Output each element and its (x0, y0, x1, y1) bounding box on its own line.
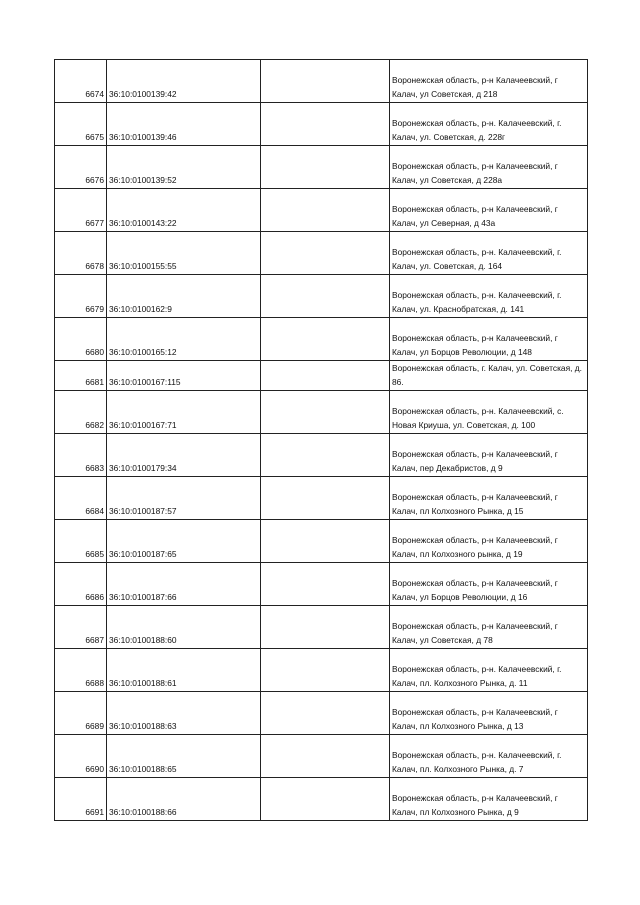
cadastral-number-cell: 36:10:0100188:60 (107, 606, 261, 649)
address-cell: Воронежская область, р-н. Калачеевский, г. Калач, ул. Краснобратская, д. 141 (390, 275, 588, 318)
table-row (55, 232, 588, 275)
row-number-cell: 6674 (55, 60, 107, 103)
row-number-cell: 6688 (55, 649, 107, 692)
address-cell: Воронежская область, р-н Калачеевский, г Калач, ул Советская, д 78 (390, 606, 588, 649)
address-cell: Воронежская область, р-н Калачеевский, г Калач, ул Советская, д 218 (390, 60, 588, 103)
row-number-cell: 6681 (55, 361, 107, 391)
empty-cell (261, 103, 390, 146)
empty-cell (261, 232, 390, 275)
empty-cell (261, 649, 390, 692)
table-row (55, 275, 588, 318)
table-row (55, 60, 588, 103)
table-row (55, 146, 588, 189)
empty-cell (261, 563, 390, 606)
table-row (55, 477, 588, 520)
row-number-cell: 6683 (55, 434, 107, 477)
empty-cell (261, 391, 390, 434)
row-number-cell: 6675 (55, 103, 107, 146)
empty-cell (261, 477, 390, 520)
address-cell: Воронежская область, р-н. Калачеевский, г. Калач, ул. Советская, д. 164 (390, 232, 588, 275)
cadastral-number-cell: 36:10:0100188:65 (107, 735, 261, 778)
address-cell: Воронежская область, р-н Калачеевский, г Калач, пер Декабристов, д 9 (390, 434, 588, 477)
address-cell: Воронежская область, р-н. Калачеевский, г. Калач, пл. Колхозного Рынка, д. 11 (390, 649, 588, 692)
address-cell: Воронежская область, р-н. Калачеевский, г. Калач, пл. Колхозного Рынка, д. 7 (390, 735, 588, 778)
empty-cell (261, 60, 390, 103)
cadastral-number-cell: 36:10:0100179:34 (107, 434, 261, 477)
row-number-cell: 6689 (55, 692, 107, 735)
table-row (55, 649, 588, 692)
cadastral-number-cell: 36:10:0100162:9 (107, 275, 261, 318)
address-cell: Воронежская область, р-н Калачеевский, г Калач, пл Колхозного Рынка, д 15 (390, 477, 588, 520)
cadastral-number-cell: 36:10:0100155:55 (107, 232, 261, 275)
cadastral-number-cell: 36:10:0100187:65 (107, 520, 261, 563)
table-row (55, 189, 588, 232)
empty-cell (261, 189, 390, 232)
cadastral-number-cell: 36:10:0100139:52 (107, 146, 261, 189)
cadastral-number-cell: 36:10:0100187:66 (107, 563, 261, 606)
empty-cell (261, 778, 390, 821)
row-number-cell: 6687 (55, 606, 107, 649)
empty-cell (261, 434, 390, 477)
table-body (55, 60, 588, 821)
table-row (55, 692, 588, 735)
cadastral-number-cell: 36:10:0100139:42 (107, 60, 261, 103)
property-registry-table (54, 59, 588, 821)
table-row (55, 361, 588, 391)
row-number-cell: 6690 (55, 735, 107, 778)
empty-cell (261, 146, 390, 189)
row-number-cell: 6676 (55, 146, 107, 189)
address-cell: Воронежская область, р-н. Калачеевский, с. Новая Криуша, ул. Советская, д. 100 (390, 391, 588, 434)
empty-cell (261, 606, 390, 649)
address-cell: Воронежская область, р-н Калачеевский, г Калач, пл Колхозного Рынка, д 13 (390, 692, 588, 735)
empty-cell (261, 692, 390, 735)
address-cell: Воронежская область, р-н Калачеевский, г Калач, пл Колхозного рынка, д 19 (390, 520, 588, 563)
row-number-cell: 6677 (55, 189, 107, 232)
row-number-cell: 6686 (55, 563, 107, 606)
row-number-cell: 6680 (55, 318, 107, 361)
empty-cell (261, 361, 390, 391)
table-row (55, 563, 588, 606)
row-number-cell: 6685 (55, 520, 107, 563)
address-cell: Воронежская область, р-н Калачеевский, г Калач, ул Советская, д 228а (390, 146, 588, 189)
cadastral-number-cell: 36:10:0100139:46 (107, 103, 261, 146)
empty-cell (261, 735, 390, 778)
cadastral-number-cell: 36:10:0100143:22 (107, 189, 261, 232)
table-row (55, 520, 588, 563)
row-number-cell: 6691 (55, 778, 107, 821)
table-row (55, 434, 588, 477)
table-row (55, 103, 588, 146)
table-row (55, 778, 588, 821)
address-cell: Воронежская область, р-н. Калачеевский, г. Калач, ул. Советская, д. 228г (390, 103, 588, 146)
empty-cell (261, 318, 390, 361)
address-cell: Воронежская область, г. Калач, ул. Советская, д. 86. (390, 361, 588, 391)
address-cell: Воронежская область, р-н Калачеевский, г Калач, ул Борцов Революции, д 16 (390, 563, 588, 606)
cadastral-number-cell: 36:10:0100167:71 (107, 391, 261, 434)
address-cell: Воронежская область, р-н Калачеевский, г Калач, ул Северная, д 43а (390, 189, 588, 232)
table-row (55, 391, 588, 434)
address-cell: Воронежская область, р-н Калачеевский, г Калач, пл Колхозного Рынка, д 9 (390, 778, 588, 821)
cadastral-number-cell: 36:10:0100188:63 (107, 692, 261, 735)
cadastral-number-cell: 36:10:0100188:66 (107, 778, 261, 821)
cadastral-number-cell: 36:10:0100188:61 (107, 649, 261, 692)
cadastral-number-cell: 36:10:0100167:115 (107, 361, 261, 391)
row-number-cell: 6682 (55, 391, 107, 434)
table-row (55, 735, 588, 778)
empty-cell (261, 275, 390, 318)
row-number-cell: 6679 (55, 275, 107, 318)
table-row (55, 606, 588, 649)
cadastral-number-cell: 36:10:0100187:57 (107, 477, 261, 520)
address-cell: Воронежская область, р-н Калачеевский, г Калач, ул Борцов Революции, д 148 (390, 318, 588, 361)
cadastral-number-cell: 36:10:0100165:12 (107, 318, 261, 361)
empty-cell (261, 520, 390, 563)
row-number-cell: 6678 (55, 232, 107, 275)
table-row (55, 318, 588, 361)
row-number-cell: 6684 (55, 477, 107, 520)
